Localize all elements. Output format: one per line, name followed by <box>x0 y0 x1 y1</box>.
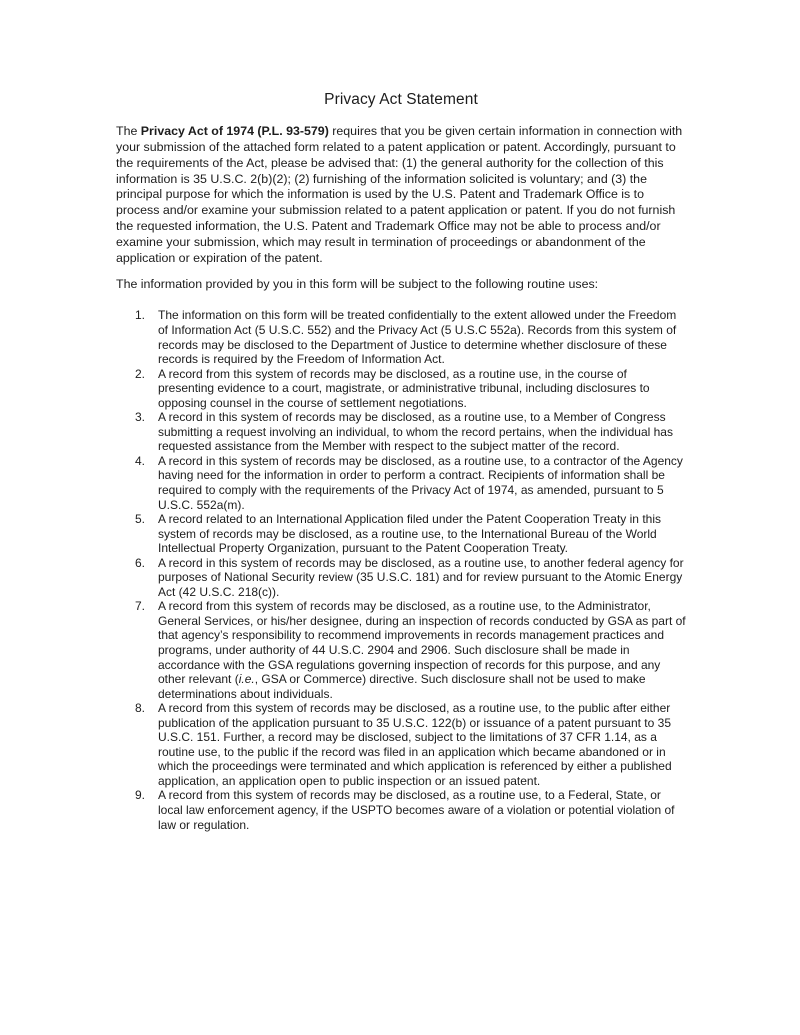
routine-uses-list <box>116 308 686 832</box>
list-item-number: 8. <box>135 701 146 716</box>
list-item-number: 1. <box>135 308 146 323</box>
list-item-text: A record from this system of records may be disclosed, as a routine use, to a Federal, State, or local law enforcement agency, if the USPTO becomes aware of a violation or potential violation of law or regulation. <box>158 788 675 832</box>
item-7-text-after-italic: , GSA or Commerce) directive. Such disclosure shall not be used to make determinations about individuals. <box>158 672 646 701</box>
opening-paragraph-body: requires that you be given certain information in connection with your submission of the attached form related to a patent application or patent. Accordingly, pursuant to the requirements of the Act, please be advised that: (1) the general authority for the collection of this information is 35 U.S.C. 2(b)(2); (2) furnishing of the information solicited is voluntary; and (3) the principal purpose for which the information is used by the U.S. Patent and Trademark Office is to process and/or examine your submission related to a patent application or patent. If you do not furnish the requested information, the U.S. Patent and Trademark Office may not be able to process and/or examine your submission, which may result in termination of proceedings or abandonment of the application or expiration of the patent. <box>116 124 683 265</box>
routine-use-item-1 <box>116 308 686 366</box>
routine-uses-intro: The information provided by you in this form will be subject to the following routine uses: <box>116 276 599 291</box>
list-item-text: A record in this system of records may be disclosed, as a routine use, to another federal agency for purposes of National Security review (35 U.S.C. 181) and for review pursuant to the Atomic Energy Act (42 U.S.C. 218(c)). <box>158 555 684 599</box>
opening-paragraph <box>116 124 686 267</box>
list-item-text: A record from this system of records may be disclosed, as a routine use, to the public after either publication of the application pursuant to 35 U.S.C. 122(b) or issuance of a patent pursuant to 35 U.S.C. 151. Further, a record may be disclosed, subject to the limitations of 37 CFR 1.14, as a routine use, to the public if the record was filed in an application which became abandoned or in which the proceedings were terminated and which application is referenced by either a published application, an application open to public inspection or an issued patent. <box>158 701 672 788</box>
routine-use-item-9 <box>116 788 686 832</box>
list-item-number: 6. <box>135 555 146 570</box>
page-title: Privacy Act Statement <box>324 91 478 108</box>
list-item-text <box>158 599 686 701</box>
list-item-number: 2. <box>135 366 146 381</box>
list-item-number: 7. <box>135 599 146 614</box>
list-item-text: A record in this system of records may be disclosed, as a routine use, to a contractor of the Agency having need for the information in order to perform a contract. Recipients of information shall be required to comply with the requirements of the Privacy Act of 1974, as amended, pursuant to 5 U.S.C. 552a(m). <box>158 453 683 512</box>
routine-use-item-4 <box>116 454 686 512</box>
list-item-number: 3. <box>135 410 146 425</box>
list-item-text: A record from this system of records may be disclosed, as a routine use, in the course of presenting evidence to a court, magistrate, or administrative tribunal, including disclosures to opposing counsel in the course of settlement negotiations. <box>158 366 650 410</box>
list-item-text: A record related to an International Application filed under the Patent Cooperation Treaty in this system of records may be disclosed, as a routine use, to the International Bureau of the World Intellectual Property Organization, pursuant to the Patent Cooperation Treaty. <box>158 512 661 556</box>
routine-use-item-3 <box>116 410 686 454</box>
routine-use-item-6 <box>116 556 686 600</box>
opening-paragraph-lead: The <box>116 124 141 138</box>
routine-use-item-2 <box>116 367 686 411</box>
list-item-text: A record in this system of records may be disclosed, as a routine use, to a Member of Congress submitting a request involving an individual, to whom the record pertains, when the individual has requested assistance from the Member with respect to the subject matter of the record. <box>158 410 673 454</box>
list-item-number: 4. <box>135 453 146 468</box>
list-item-number: 5. <box>135 512 146 527</box>
document-content <box>116 0 686 832</box>
routine-use-item-7 <box>116 599 686 701</box>
list-item-number: 9. <box>135 788 146 803</box>
list-item-text: The information on this form will be treated confidentially to the extent allowed under the Freedom of Information Act (5 U.S.C. 552) and the Privacy Act (5 U.S.C 552a). Records from this system of records may be disclosed to the Department of Justice to determine whether disclosure of these records is required by the Freedom of Information Act. <box>158 308 677 367</box>
routine-use-item-5 <box>116 512 686 556</box>
item-7-text-before-italic: A record from this system of records may be disclosed, as a routine use, to the Administrator, General Services, or his/her designee, during an inspection of records conducted by GSA as part of that agency’s responsibility to recommend improvements in records management practices and programs, under authority of 44 U.S.C. 2904 and 2906. Such disclosure shall be made in accordance with the GSA regulations governing inspection of records for this purpose, and any other relevant ( <box>158 599 686 687</box>
routine-use-item-8 <box>116 701 686 788</box>
item-7-ie-italic: i.e. <box>238 672 255 687</box>
privacy-act-bold-reference: Privacy Act of 1974 (P.L. 93-579) <box>140 124 329 138</box>
